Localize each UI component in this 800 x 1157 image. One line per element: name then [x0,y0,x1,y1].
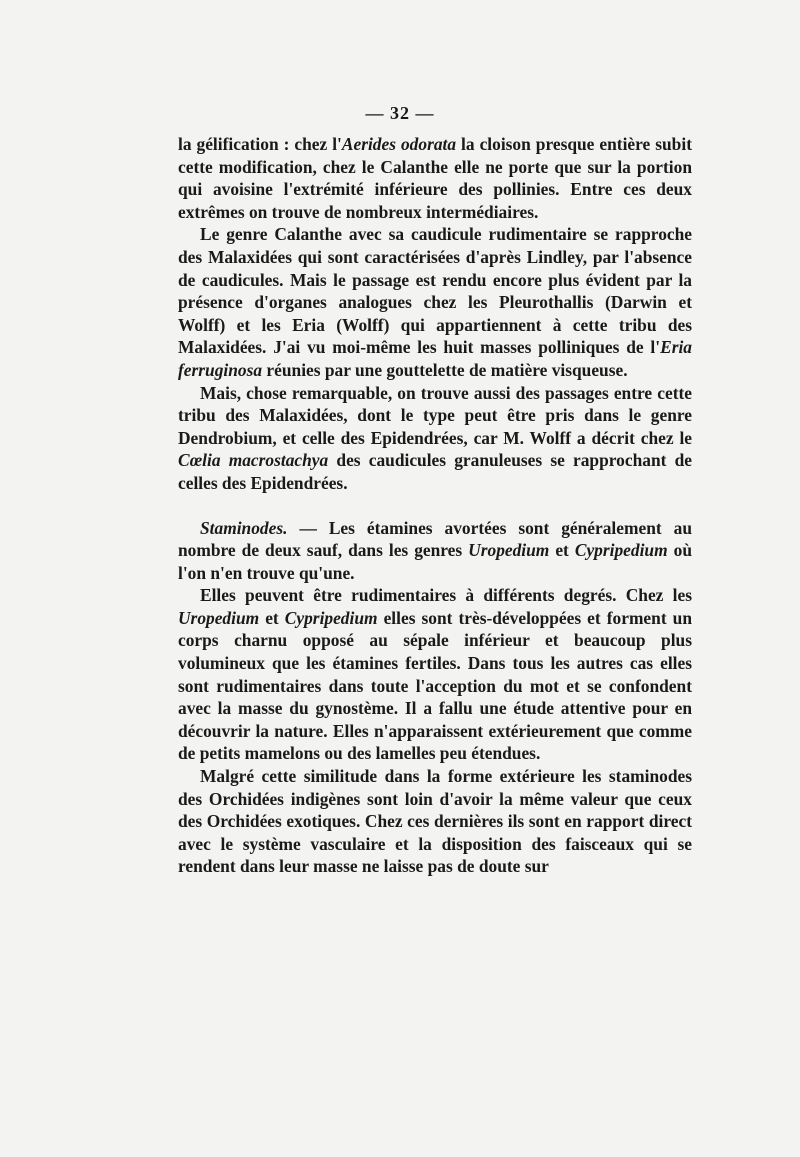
paragraph [178,223,692,381]
text-run: Elles peuvent être rudimentaires à différents degrés. Chez les [200,585,692,606]
paragraph [178,584,692,765]
text-run: réunies par une gouttelette de matière visqueuse. [262,359,628,380]
text-run: Le genre Calanthe avec sa caudicule rudimentaire se rapproche des Malaxidées qui sont caractérisées d'après Lindley, par l'absence de caudicules. Mais le passage est rendu encore plus évident par la présence d'organes analogues chez les Pleurothallis (Darwin et Wolff) et les Eria (Wolff) qui appartiennent à cette tribu des Malaxidées. J'ai vu moi-même les huit masses polliniques de l' [178,224,692,358]
text-run: elles sont très-développées et forment un corps charnu opposé au sépale inférieur et beaucoup plus volumineux que les étamines fertiles. Dans tous les autres cas elles sont rudimentaires dans toute l'acception du mot et se confondent avec la masse du gynostème. Il a fallu une étude attentive pour en découvrir la nature. Elles n'apparaissent extérieurement que comme de petits mamelons ou des lamelles peu étendues. [178,607,692,764]
text-run: et [549,540,575,561]
italic-term: Eria ferruginosa [178,337,692,380]
italic-term: Cypripedium [574,540,668,561]
text-run: la gélification : chez l' [178,134,342,154]
paragraph [178,133,692,223]
text-run: où l'on n'en trouve qu'une. [178,540,692,583]
italic-term: Cœlia macrostachya [178,450,329,471]
text-run: Malgré cette similitude dans la forme extérieure les staminodes des Orchidées indigènes sont loin d'avoir la même valeur que ceux des Orchidées exotiques. Chez ces dernières ils sont en rapport direct avec le système vasculaire et la disposition des faisceaux qui se rendent dans leur masse ne laisse pas de doute sur [178,766,692,877]
italic-term: Aerides odorata [341,134,457,154]
page-number: — 32 — [365,103,435,123]
italic-term: Uropedium [468,540,550,561]
paragraph [178,765,692,878]
text-run: — Les étamines avortées sont généralement au nombre de deux sauf, dans les genres [178,517,692,561]
page-body [178,133,692,878]
paragraph-staminodes [178,517,692,585]
section-heading: Staminodes. [200,517,288,538]
paragraph [178,382,692,495]
text-run: Mais, chose remarquable, on trouve aussi des passages entre cette tribu des Malaxidées, dont le type peut être pris dans le genre Dendrobium, et celle des Epidendrées, car M. Wolff a décrit chez le [178,382,692,448]
text-run: et [259,607,285,628]
text-run: la cloison presque entière subit cette modification, chez le Calanthe elle ne porte que sur la portion qui avoisine l'extrémité inférieure des pollinies. Entre ces deux extrêmes on trouve de nombreux intermédiaires. [178,134,692,222]
italic-term: Uropedium [178,607,260,628]
italic-term: Cypripedium [284,607,378,628]
text-run: des caudicules granuleuses se rapprochant de celles des Epidendrées. [178,450,692,493]
